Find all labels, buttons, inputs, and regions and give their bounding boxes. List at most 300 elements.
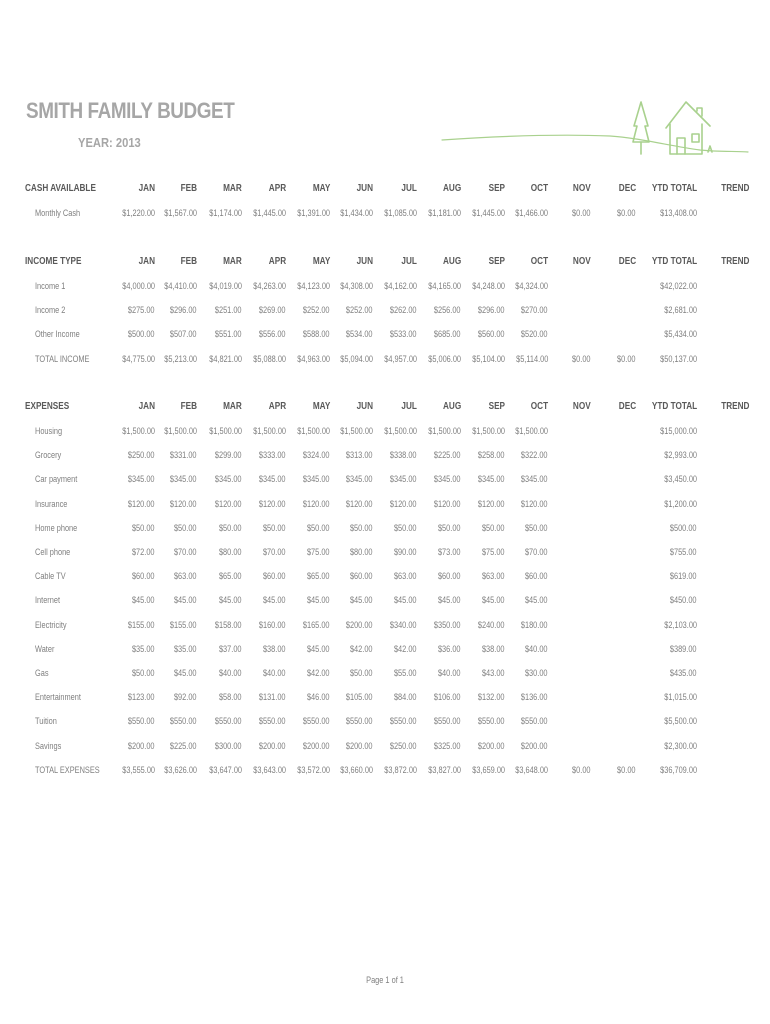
- table-row: [0, 716, 770, 732]
- month-value: $296.00: [478, 305, 505, 316]
- month-value: $50.00: [307, 522, 330, 533]
- month-value: $345.00: [128, 474, 155, 485]
- ytd-value: $3,450.00: [664, 474, 697, 485]
- month-header: NOV: [573, 401, 591, 412]
- month-value: $63.00: [174, 571, 197, 582]
- month-value: $1,567.00: [164, 208, 197, 218]
- month-value: $338.00: [390, 450, 417, 461]
- month-value: $50.00: [438, 522, 461, 533]
- month-header: NOV: [573, 183, 591, 194]
- month-value: $550.00: [215, 716, 242, 727]
- month-value: $4,000.00: [122, 281, 155, 291]
- month-value: $324.00: [303, 450, 330, 461]
- month-value: $1,085.00: [384, 208, 417, 218]
- row-label: Other Income: [35, 329, 80, 340]
- month-value: $0.00: [572, 764, 591, 775]
- month-header: MAY: [312, 256, 330, 267]
- month-value: $560.00: [478, 329, 505, 340]
- month-value: $0.00: [617, 353, 636, 364]
- table-row: [0, 499, 770, 515]
- month-value: $345.00: [346, 474, 373, 485]
- month-value: $45.00: [482, 595, 505, 606]
- month-header: MAY: [312, 401, 330, 412]
- month-value: $50.00: [132, 668, 155, 678]
- month-value: $120.00: [478, 498, 505, 509]
- month-header: OCT: [530, 256, 548, 267]
- ytd-header: YTD TOTAL: [651, 183, 697, 194]
- section-title: CASH AVAILABLE: [25, 183, 96, 194]
- month-value: $550.00: [478, 716, 505, 727]
- row-label: Housing: [35, 426, 63, 436]
- month-value: $345.00: [170, 474, 197, 485]
- month-value: $120.00: [390, 498, 417, 509]
- month-value: $4,248.00: [472, 281, 505, 291]
- row-label: Water: [35, 643, 55, 654]
- month-value: $3,647.00: [209, 764, 242, 775]
- month-value: $1,500.00: [297, 426, 330, 436]
- month-value: $200.00: [346, 619, 373, 630]
- trend-header: TREND: [720, 183, 749, 194]
- month-value: $3,626.00: [164, 764, 197, 775]
- month-value: $0.00: [617, 764, 636, 775]
- month-value: $331.00: [170, 450, 197, 461]
- month-value: $40.00: [438, 668, 461, 678]
- month-value: $270.00: [521, 305, 548, 316]
- month-value: $45.00: [263, 595, 286, 606]
- table-row: [0, 571, 770, 587]
- month-value: $60.00: [350, 571, 373, 582]
- month-value: $588.00: [303, 329, 330, 340]
- month-value: $132.00: [478, 692, 505, 703]
- month-header: SEP: [488, 183, 505, 194]
- month-value: $123.00: [128, 692, 155, 703]
- month-value: $533.00: [390, 329, 417, 340]
- month-value: $550.00: [346, 716, 373, 727]
- month-value: $5,006.00: [428, 353, 461, 364]
- ytd-header: YTD TOTAL: [651, 256, 697, 267]
- month-value: $120.00: [346, 498, 373, 509]
- page-title: SMITH FAMILY BUDGET: [26, 98, 235, 123]
- row-label: TOTAL EXPENSES: [35, 764, 100, 775]
- table-row: [0, 281, 770, 297]
- row-label: Electricity: [35, 619, 67, 630]
- row-label: Income 2: [35, 305, 66, 316]
- month-value: $120.00: [434, 498, 461, 509]
- section-title: EXPENSES: [25, 401, 70, 412]
- table-row: [0, 668, 770, 684]
- month-value: $350.00: [434, 619, 461, 630]
- month-value: $84.00: [394, 692, 417, 703]
- month-header: DEC: [618, 256, 636, 267]
- month-header: FEB: [180, 256, 197, 267]
- month-value: $1,220.00: [122, 208, 155, 218]
- month-value: $1,500.00: [209, 426, 242, 436]
- month-value: $50.00: [263, 522, 286, 533]
- ytd-value: $42,022.00: [660, 281, 697, 291]
- month-value: $322.00: [521, 450, 548, 461]
- ytd-value: $2,300.00: [664, 740, 697, 751]
- month-header: APR: [268, 401, 286, 412]
- month-value: $1,434.00: [340, 208, 373, 218]
- month-value: $5,094.00: [340, 353, 373, 364]
- row-label: Car payment: [35, 474, 78, 485]
- ytd-header: YTD TOTAL: [651, 401, 697, 412]
- month-value: $3,872.00: [384, 764, 417, 775]
- month-value: $180.00: [521, 619, 548, 630]
- month-value: $70.00: [263, 547, 286, 557]
- month-header: OCT: [530, 183, 548, 194]
- row-label: TOTAL INCOME: [35, 353, 90, 364]
- month-header: FEB: [180, 401, 197, 412]
- month-value: $345.00: [259, 474, 286, 485]
- month-value: $550.00: [303, 716, 330, 727]
- month-value: $1,391.00: [297, 208, 330, 218]
- month-value: $507.00: [170, 329, 197, 340]
- month-value: $72.00: [132, 547, 155, 557]
- month-header: APR: [268, 183, 286, 194]
- month-header: JAN: [138, 183, 155, 194]
- month-value: $275.00: [128, 305, 155, 316]
- month-value: $105.00: [346, 692, 373, 703]
- table-row: [0, 354, 770, 370]
- month-value: $3,659.00: [472, 764, 505, 775]
- month-value: $345.00: [303, 474, 330, 485]
- month-header: MAY: [312, 183, 330, 194]
- row-label: Grocery: [35, 450, 62, 461]
- month-value: $4,263.00: [253, 281, 286, 291]
- month-value: $38.00: [482, 643, 505, 654]
- month-value: $155.00: [128, 619, 155, 630]
- month-value: $50.00: [350, 522, 373, 533]
- month-value: $325.00: [434, 740, 461, 751]
- month-value: $65.00: [307, 571, 330, 582]
- month-header: JUN: [356, 401, 373, 412]
- month-value: $4,308.00: [340, 281, 373, 291]
- month-value: $313.00: [346, 450, 373, 461]
- month-header: JAN: [138, 256, 155, 267]
- month-header: MAR: [223, 183, 242, 194]
- month-value: $345.00: [521, 474, 548, 485]
- month-header: DEC: [618, 401, 636, 412]
- month-value: $550.00: [521, 716, 548, 727]
- section-header-cash: [0, 183, 770, 199]
- month-value: $345.00: [215, 474, 242, 485]
- month-value: $120.00: [128, 498, 155, 509]
- month-value: $50.00: [219, 522, 242, 533]
- table-row: [0, 329, 770, 345]
- month-value: $45.00: [174, 668, 197, 678]
- month-value: $1,174.00: [209, 208, 242, 218]
- month-value: $550.00: [259, 716, 286, 727]
- month-value: $73.00: [438, 547, 461, 557]
- month-header: JUN: [356, 256, 373, 267]
- month-value: $0.00: [572, 208, 591, 218]
- table-row: [0, 692, 770, 708]
- month-value: $300.00: [215, 740, 242, 751]
- ytd-value: $435.00: [670, 668, 697, 678]
- month-header: NOV: [573, 256, 591, 267]
- month-value: $200.00: [478, 740, 505, 751]
- month-header: AUG: [442, 183, 461, 194]
- month-value: $1,500.00: [340, 426, 373, 436]
- month-value: $50.00: [525, 522, 548, 533]
- month-header: JUL: [401, 256, 417, 267]
- month-value: $685.00: [434, 329, 461, 340]
- table-row: [0, 208, 770, 224]
- row-label: Income 1: [35, 281, 66, 291]
- table-row: [0, 523, 770, 539]
- year-label: YEAR: 2013: [78, 135, 141, 150]
- month-value: $75.00: [307, 547, 330, 557]
- table-row: [0, 741, 770, 757]
- month-value: $45.00: [174, 595, 197, 606]
- month-value: $92.00: [174, 692, 197, 703]
- table-row: [0, 426, 770, 442]
- row-label: Cable TV: [35, 571, 66, 582]
- month-value: $45.00: [307, 643, 330, 654]
- month-value: $5,213.00: [164, 353, 197, 364]
- month-value: $299.00: [215, 450, 242, 461]
- month-value: $36.00: [438, 643, 461, 654]
- month-value: $60.00: [525, 571, 548, 582]
- month-value: $1,500.00: [428, 426, 461, 436]
- ytd-value: $5,500.00: [664, 716, 697, 727]
- month-value: $269.00: [259, 305, 286, 316]
- month-value: $5,104.00: [472, 353, 505, 364]
- month-value: $165.00: [303, 619, 330, 630]
- month-value: $1,445.00: [253, 208, 286, 218]
- month-value: $120.00: [259, 498, 286, 509]
- month-header: JUN: [356, 183, 373, 194]
- month-value: $45.00: [219, 595, 242, 606]
- month-value: $42.00: [350, 643, 373, 654]
- row-label: Gas: [35, 668, 49, 678]
- section-header-expenses: [0, 401, 770, 417]
- month-value: $45.00: [132, 595, 155, 606]
- month-value: $70.00: [525, 547, 548, 557]
- month-value: $1,500.00: [384, 426, 417, 436]
- month-value: $550.00: [390, 716, 417, 727]
- month-value: $250.00: [128, 450, 155, 461]
- month-value: $75.00: [482, 547, 505, 557]
- page-number: Page 1 of 1: [366, 975, 404, 985]
- month-value: $120.00: [170, 498, 197, 509]
- month-value: $120.00: [215, 498, 242, 509]
- month-value: $1,500.00: [164, 426, 197, 436]
- trend-header: TREND: [720, 256, 749, 267]
- month-value: $1,445.00: [472, 208, 505, 218]
- month-value: $37.00: [219, 643, 242, 654]
- month-value: $65.00: [219, 571, 242, 582]
- month-value: $4,019.00: [209, 281, 242, 291]
- month-value: $120.00: [521, 498, 548, 509]
- row-label: Insurance: [35, 498, 68, 509]
- month-value: $131.00: [259, 692, 286, 703]
- month-value: $4,324.00: [515, 281, 548, 291]
- month-value: $200.00: [521, 740, 548, 751]
- month-value: $70.00: [174, 547, 197, 557]
- month-header: DEC: [618, 183, 636, 194]
- month-value: $4,162.00: [384, 281, 417, 291]
- month-value: $1,466.00: [515, 208, 548, 218]
- ytd-value: $2,993.00: [664, 450, 697, 461]
- month-value: $50.00: [174, 522, 197, 533]
- month-value: $45.00: [438, 595, 461, 606]
- month-value: $158.00: [215, 619, 242, 630]
- row-label: Entertainment: [35, 692, 81, 703]
- month-value: $160.00: [259, 619, 286, 630]
- month-value: $40.00: [525, 643, 548, 654]
- ytd-value: $5,434.00: [664, 329, 697, 340]
- month-value: $250.00: [390, 740, 417, 751]
- month-value: $3,660.00: [340, 764, 373, 775]
- month-value: $551.00: [215, 329, 242, 340]
- month-value: $45.00: [525, 595, 548, 606]
- month-value: $4,165.00: [428, 281, 461, 291]
- month-header: SEP: [488, 256, 505, 267]
- ytd-value: $2,103.00: [664, 619, 697, 630]
- month-value: $90.00: [394, 547, 417, 557]
- ytd-value: $15,000.00: [660, 426, 697, 436]
- month-value: $4,775.00: [122, 353, 155, 364]
- table-row: [0, 595, 770, 611]
- table-row: [0, 474, 770, 490]
- month-value: $40.00: [263, 668, 286, 678]
- row-label: Monthly Cash: [35, 208, 81, 218]
- row-label: Internet: [35, 595, 61, 606]
- month-header: SEP: [488, 401, 505, 412]
- month-value: $0.00: [617, 208, 636, 218]
- month-value: $1,500.00: [122, 426, 155, 436]
- month-value: $550.00: [128, 716, 155, 727]
- page-footer: [0, 975, 770, 985]
- month-value: $42.00: [394, 643, 417, 654]
- month-header: APR: [268, 256, 286, 267]
- month-value: $60.00: [263, 571, 286, 582]
- ytd-value: $500.00: [670, 522, 697, 533]
- month-value: $3,555.00: [122, 764, 155, 775]
- month-value: $200.00: [303, 740, 330, 751]
- month-value: $200.00: [128, 740, 155, 751]
- month-header: AUG: [442, 256, 461, 267]
- month-value: $252.00: [303, 305, 330, 316]
- ytd-value: $389.00: [670, 643, 697, 654]
- row-label: Savings: [35, 740, 62, 751]
- row-label: Tuition: [35, 716, 57, 727]
- month-value: $80.00: [219, 547, 242, 557]
- ytd-value: $619.00: [670, 571, 697, 582]
- month-header: JUL: [401, 183, 417, 194]
- month-value: $155.00: [170, 619, 197, 630]
- month-value: $0.00: [572, 353, 591, 364]
- ytd-value: $36,709.00: [660, 764, 697, 775]
- month-value: $256.00: [434, 305, 461, 316]
- month-value: $500.00: [128, 329, 155, 340]
- month-value: $50.00: [394, 522, 417, 533]
- month-value: $50.00: [482, 522, 505, 533]
- month-value: $40.00: [219, 668, 242, 678]
- table-row: [0, 644, 770, 660]
- month-value: $4,410.00: [164, 281, 197, 291]
- month-value: $38.00: [263, 643, 286, 654]
- month-value: $534.00: [346, 329, 373, 340]
- month-value: $5,114.00: [515, 353, 548, 364]
- month-value: $5,088.00: [253, 353, 286, 364]
- month-value: $60.00: [132, 571, 155, 582]
- month-header: MAR: [223, 256, 242, 267]
- month-value: $3,648.00: [515, 764, 548, 775]
- month-value: $3,572.00: [297, 764, 330, 775]
- trend-header: TREND: [720, 401, 749, 412]
- month-value: $120.00: [303, 498, 330, 509]
- month-value: $80.00: [350, 547, 373, 557]
- month-value: $296.00: [170, 305, 197, 316]
- month-value: $345.00: [390, 474, 417, 485]
- house-illustration-icon: [440, 98, 752, 160]
- ytd-value: $50,137.00: [660, 353, 697, 364]
- month-value: $50.00: [350, 668, 373, 678]
- month-value: $4,957.00: [384, 353, 417, 364]
- month-value: $3,827.00: [428, 764, 461, 775]
- month-value: $345.00: [434, 474, 461, 485]
- ytd-value: $2,681.00: [664, 305, 697, 316]
- month-value: $4,123.00: [297, 281, 330, 291]
- ytd-value: $755.00: [670, 547, 697, 557]
- month-value: $3,643.00: [253, 764, 286, 775]
- month-value: $35.00: [132, 643, 155, 654]
- month-header: FEB: [180, 183, 197, 194]
- month-value: $240.00: [478, 619, 505, 630]
- month-value: $262.00: [390, 305, 417, 316]
- month-value: $520.00: [521, 329, 548, 340]
- table-row: [0, 450, 770, 466]
- month-value: $45.00: [394, 595, 417, 606]
- month-header: AUG: [442, 401, 461, 412]
- section-title: INCOME TYPE: [25, 256, 82, 267]
- month-value: $60.00: [438, 571, 461, 582]
- month-value: $258.00: [478, 450, 505, 461]
- month-value: $333.00: [259, 450, 286, 461]
- month-value: $42.00: [307, 668, 330, 678]
- row-label: Home phone: [35, 522, 78, 533]
- month-value: $106.00: [434, 692, 461, 703]
- month-value: $1,500.00: [253, 426, 286, 436]
- month-value: $45.00: [307, 595, 330, 606]
- ytd-value: $13,408.00: [660, 208, 697, 218]
- month-value: $556.00: [259, 329, 286, 340]
- month-value: $136.00: [521, 692, 548, 703]
- table-row: [0, 620, 770, 636]
- month-value: $50.00: [132, 522, 155, 533]
- month-value: $30.00: [525, 668, 548, 678]
- month-value: $550.00: [170, 716, 197, 727]
- month-value: $345.00: [478, 474, 505, 485]
- month-value: $251.00: [215, 305, 242, 316]
- month-value: $200.00: [259, 740, 286, 751]
- month-value: $225.00: [170, 740, 197, 751]
- month-header: JAN: [138, 401, 155, 412]
- month-header: JUL: [401, 401, 417, 412]
- month-value: $340.00: [390, 619, 417, 630]
- month-header: MAR: [223, 401, 242, 412]
- month-value: $4,963.00: [297, 353, 330, 364]
- month-value: $252.00: [346, 305, 373, 316]
- month-value: $1,181.00: [428, 208, 461, 218]
- month-header: OCT: [530, 401, 548, 412]
- month-value: $46.00: [307, 692, 330, 703]
- month-value: $58.00: [219, 692, 242, 703]
- month-value: $550.00: [434, 716, 461, 727]
